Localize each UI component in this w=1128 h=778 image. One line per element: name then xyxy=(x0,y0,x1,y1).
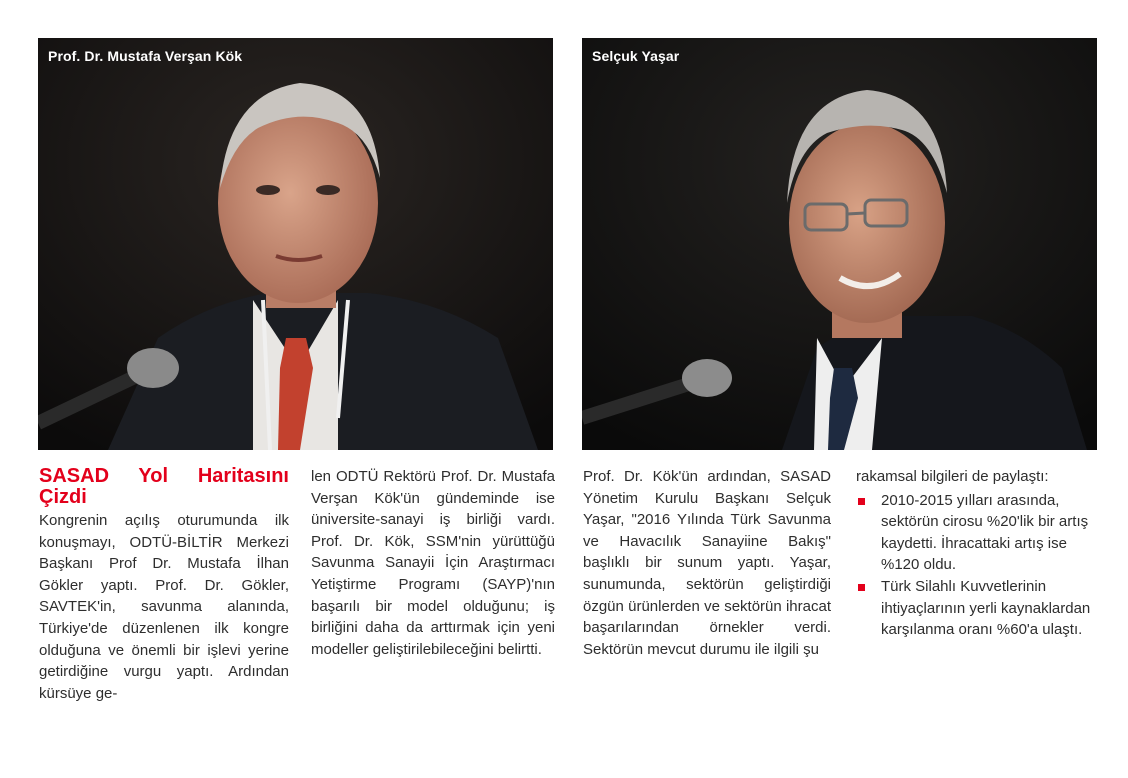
article-column-4 xyxy=(856,466,1104,641)
column-text: Kongrenin açılış oturumunda ilk konuşmayı, ODTÜ-BİLTİR Merkezi Başkanı Prof Dr. Mustafa İlhan Gökler yaptı. Prof. Dr. Gökler, SAVTEK'in, savunma alanında, Türkiye'de düzenlenen ilk kongre olduğuna ve önemli bir işlevi yerine getirdiğine vurgu yaptı. Ardından kürsüye ge- xyxy=(39,512,289,702)
red-square-bullet-icon xyxy=(858,584,865,591)
article-column-1 xyxy=(39,466,289,704)
article-column-3 xyxy=(583,466,831,660)
column-text: rakamsal bilgileri de paylaştı: xyxy=(856,468,1049,485)
photo-selcuk-yasar xyxy=(582,38,1097,450)
photo-prof-kok xyxy=(38,38,553,450)
portrait-illustration xyxy=(582,38,1097,450)
portrait-illustration xyxy=(38,38,553,450)
photo-caption: Selçuk Yaşar xyxy=(592,48,680,64)
bullet-item xyxy=(856,490,1104,576)
column-text: Prof. Dr. Kök'ün ardından, SASAD Yönetim Kurulu Başkanı Selçuk Yaşar, "2016 Yılında Türk Savunma ve Havacılık Sanayiine Bakış" başlıklı bir sunum yaptı. Yaşar, sunumunda, sektörün geliştirdiği özgün ürünlerden ve sektörün ihracat başarılarından örnekler verdi. Sektörün mevcut durumu ile ilgili şu xyxy=(583,468,831,658)
photo-caption: Prof. Dr. Mustafa Verşan Kök xyxy=(48,48,243,64)
article-heading: SASAD Yol Haritasını Çizdi xyxy=(39,465,289,508)
article-column-2 xyxy=(311,466,555,660)
column-text: len ODTÜ Rektörü Prof. Dr. Mustafa Verşan Kök'ün gündeminde ise üniversite-sanayi iş birliği vardı. Prof. Dr. Kök, SSM'nin yürüttüğü Savunma Sanayii İçin Araştırmacı Yetiştirme Programı (SAYP)'nın başarılı bir model olduğunu; iş birliğini daha da arttırmak için yeni modeller geliştirilebileceğini belirtti. xyxy=(311,468,555,658)
red-square-bullet-icon xyxy=(858,498,865,505)
bullet-list xyxy=(856,490,1104,641)
bullet-item xyxy=(856,576,1104,641)
bullet-text: 2010-2015 yılları arasında, sektörün cirosu %20'lik bir artış kaydetti. İhracattaki artış ise %120 oldu. xyxy=(881,491,1089,574)
bullet-text: Türk Silahlı Kuvvetlerinin ihtiyaçlarının yerli kaynaklardan karşılanma oranı %60'a ulaştı. xyxy=(881,577,1091,639)
